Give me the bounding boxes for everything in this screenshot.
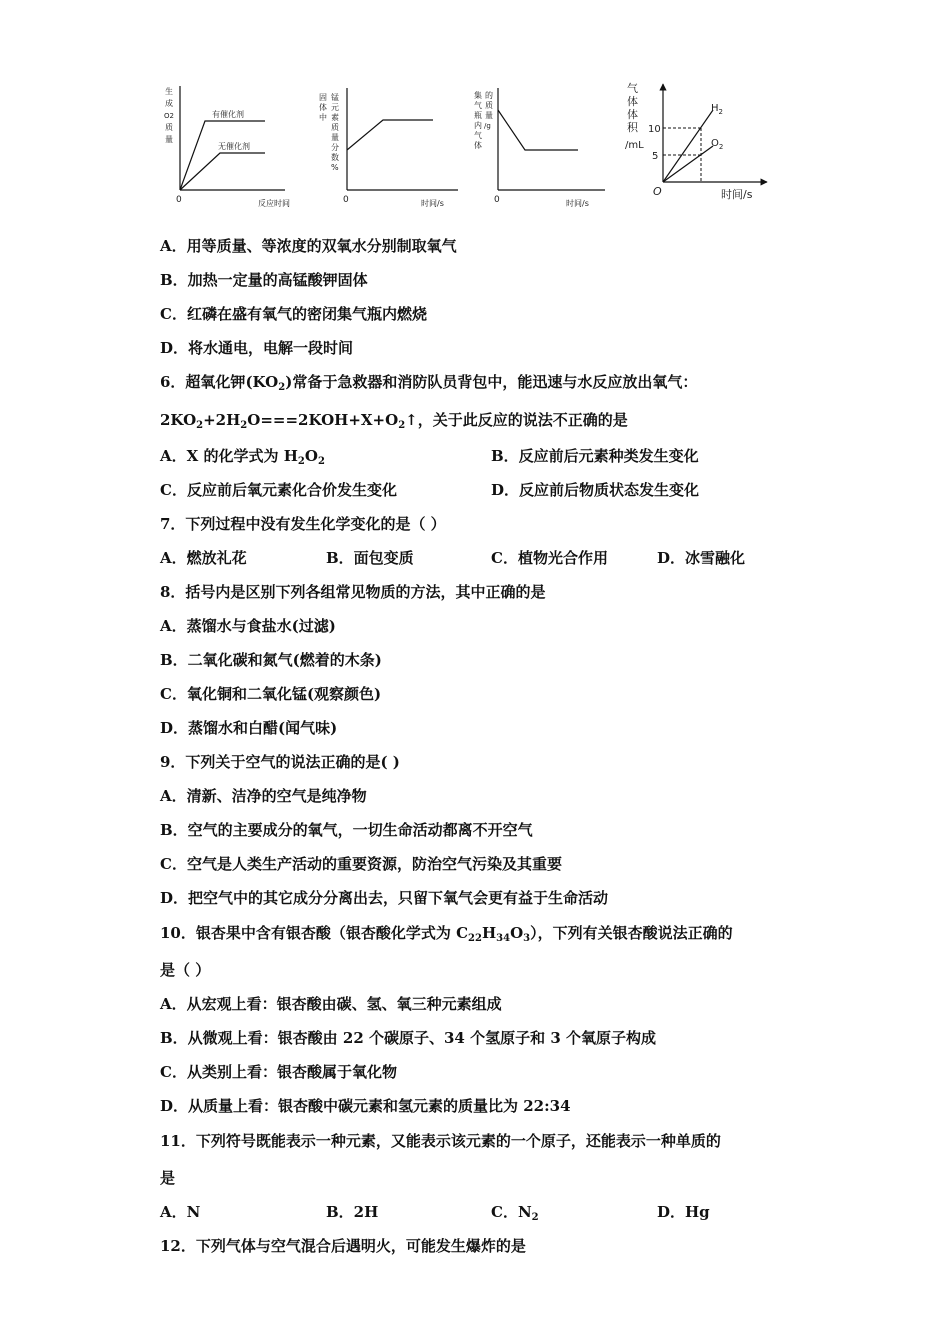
graphs-row [155,78,775,218]
g1-catalyst-curve [180,121,265,190]
g4-origin: O [653,185,662,198]
q8-option-a: A．蒸馏水与食盐水(过滤) [160,617,336,635]
g4-ylabel-5: /mL [625,140,644,151]
g3-ylabel-2: 气 [474,101,482,110]
q8-option-c: C．氧化铜和二氧化锰(观察颜色) [160,685,382,703]
g4-h2-sub: 2 [718,108,723,116]
q5-option-c: C．红磷在盛有氧气的密闭集气瓶内燃烧 [160,305,427,323]
q8-option-b: B．二氧化碳和氮气(燃着的木条) [160,651,382,669]
g4-o2-label: $O_2$ [711,138,724,151]
g1-upper-label: 有催化剂 [212,110,244,119]
q7-option-c: C．植物光合作用 [491,549,608,567]
q8-stem: 8．括号内是区别下列各组常见物质的方法，其中正确的是 [160,583,546,601]
q5-option-a: A．用等质量、等浓度的双氧水分别制取氧气 [160,237,457,255]
q7-option-b: B．面包变质 [326,549,414,567]
g2-ylabel-3: 中 [319,113,327,122]
q7-stem: 7．下列过程中没有发生化学变化的是（ ） [160,515,446,533]
g1-ylabel-4: 质 [165,123,173,132]
g2-ylabel-2: 体 [319,103,327,112]
g3-curve [498,110,578,150]
q9-option-c: C．空气是人类生产活动的重要资源，防治空气污染及其重要 [160,855,562,873]
g3-xlabel: 时间/s [566,199,589,208]
g4-tick-10: 10 [648,124,661,135]
g1-ylabel-1: 生 [165,87,173,96]
q6-option-d: D．反应前后物质状态发生变化 [491,481,700,499]
g1-xlabel: 反应时间 [258,199,290,208]
q11-option-c: C．$N_2$ [491,1203,539,1223]
g4-ylabel-3: 体 [627,108,638,121]
q6-equation: $2KO_2+2H_2O===2KOH+X+O_2↑$，关于此反应的说法不正确的是 [160,411,628,431]
g1-ylabel-2: 成 [165,99,173,108]
g3-ylabel-8: 质 [485,101,493,110]
g2-ylabel-8: 量 [331,133,339,142]
g2-ylabel-9: 分 [331,143,339,152]
g2-origin: 0 [343,195,349,205]
g3-ylabel-6: 体 [474,141,482,150]
q6-options-row-1 [160,446,780,466]
q12-stem: 12．下列气体与空气混合后遇明火，可能发生爆炸的是 [160,1237,526,1255]
q8-option-d: D．蒸馏水和白醋(闻气味) [160,719,338,737]
g3-origin: 0 [494,195,500,205]
q10-option-d: D．从质量上看：银杏酸中碳元素和氢元素的质量比为 22:34 [160,1097,571,1115]
q10-stem-cont: 是（ ） [160,961,211,979]
q6-option-c: C．反应前后氧元素化合价发生变化 [160,481,397,499]
q9-stem: 9．下列关于空气的说法正确的是( ) [160,753,400,771]
q6-option-b: B．反应前后元素种类发生变化 [491,447,699,465]
q7-options [160,548,780,568]
graph-1 [160,78,305,213]
g1-ylabel-5: 量 [165,135,173,144]
g4-xlabel: 时间/s [721,188,753,201]
q11-stem: 11．下列符号既能表示一种元素，又能表示该元素的一个原子，还能表示一种单质的 [160,1132,721,1150]
q7-option-a: A．燃放礼花 [160,549,247,567]
q10-option-a: A．从宏观上看：银杏酸由碳、氢、氧三种元素组成 [160,995,502,1013]
q10-option-c: C．从类别上看：银杏酸属于氧化物 [160,1063,397,1081]
g4-o2-line [663,146,713,182]
g2-xlabel: 时间/s [421,199,444,208]
graph-4 [625,78,775,213]
q11-option-d: D．Hg [657,1203,710,1221]
graph-3 [470,78,610,213]
g3-ylabel-5: 气 [474,131,482,140]
g2-ylabel-5: 元 [331,103,339,112]
g4-h2-label: $H_2$ [711,103,723,116]
graph-2 [315,78,465,213]
q11-options [160,1202,780,1222]
g3-ylabel-4: 内 [474,121,482,130]
g3-ylabel-1: 集 [474,91,482,100]
q11-stem-cont: 是 [160,1169,176,1187]
q11-option-a: A．N [160,1203,201,1221]
q6-options-row-2 [160,480,780,500]
g4-o2-sub: 2 [718,143,724,151]
g3-ylabel-3: 瓶 [474,111,482,120]
q9-option-d: D．把空气中的其它成分分离出去，只留下氧气会更有益于生命活动 [160,889,609,907]
g1-origin: 0 [176,195,182,205]
g2-ylabel-11: % [331,163,339,172]
q10-option-b: B．从微观上看：银杏酸由 22 个碳原子、34 个氢原子和 3 个氧原子构成 [160,1029,656,1047]
g2-ylabel-1: 固 [319,93,327,102]
g2-ylabel-4: 锰 [331,93,339,102]
q6-option-a: A．X 的化学式为 $H_2O_2$ [160,447,325,467]
q9-option-b: B．空气的主要成分的氧气，一切生命活动都离不开空气 [160,821,533,839]
g4-h2-line [663,110,713,182]
g4-ylabel-4: 积 [627,121,638,134]
g2-ylabel-10: 数 [331,153,339,162]
g4-ylabel-1: 气 [627,82,638,95]
g3-ylabel-10: /g [484,122,491,130]
g3-ylabel-9: 量 [485,111,493,120]
q9-option-a: A．清新、洁净的空气是纯净物 [160,787,367,805]
g4-ylabel-2: 体 [627,95,638,108]
g2-curve [347,120,433,150]
g2-ylabel-6: 素 [331,113,339,122]
q5-option-b: B．加热一定量的高锰酸钾固体 [160,271,368,289]
g2-ylabel-7: 质 [331,123,339,132]
q7-option-d: D．冰雪融化 [657,549,746,567]
g3-ylabel-7: 的 [485,91,493,100]
q10-stem: 10．银杏果中含有银杏酸（银杏酸化学式为 $C_{22}H_{34}O_3$），下列有关银杏酸说法正确的 [160,924,733,944]
g1-lower-label: 无催化剂 [218,142,250,151]
q6-stem: 6．超氧化钾$(KO_2)$常备于急救器和消防队员背包中，能迅速与水反应放出氧气： [160,373,698,393]
g4-tick-5: 5 [652,151,659,162]
q5-option-d: D．将水通电，电解一段时间 [160,339,354,357]
g1-no-catalyst-curve [180,153,265,190]
g1-ylabel-3: O2 [164,112,174,120]
q11-option-b: B．2H [326,1203,379,1221]
